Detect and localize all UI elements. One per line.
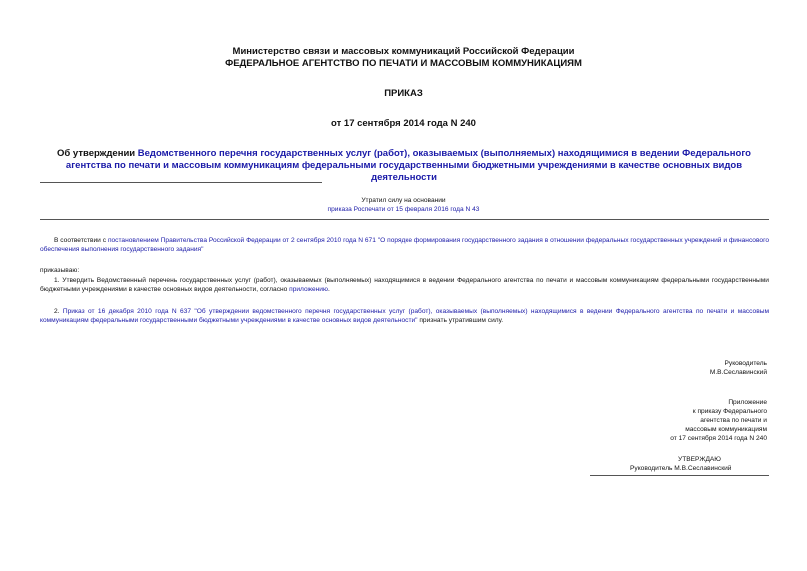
clause-2 [40,307,769,325]
status-note-link[interactable]: приказа Роспечати от 15 февраля 2016 года N 43 [327,206,480,213]
clause-2-prefix: 2. [54,308,63,315]
clause-2-end: признать утратившим силу. [417,317,504,324]
appendix-title: Приложение [728,399,767,406]
title-link[interactable]: Ведомственного перечня государственных услуг (работ), оказываемых (выполняемых) находящимися в ведении Федерального агентства по печати и массовым коммуникациям федеральными государственными бюджетными учреждениями в качестве основных видов деятельности [65,148,751,183]
agency-name: ФЕДЕРАЛЬНОЕ АГЕНТСТВО ПО ПЕЧАТИ И МАССОВЫМ КОММУНИКАЦИЯМ [225,58,582,69]
signature-line [590,475,769,476]
document-title [40,148,768,184]
approval-signer: Руководитель М.В.Сеславинский [630,465,732,472]
appendix-block [670,398,767,443]
title-prefix: Об утверждении [57,148,138,159]
document-type: ПРИКАЗ [384,88,423,99]
appendix-link[interactable]: приложению [289,286,328,293]
clause-1-text: 1. Утвердить Ведомственный перечень государственных услуг (работ), оказываемых (выполняемых) находящимися в ведении Федерального агентства по печати и массовым коммуникациям федеральными государственными бюджетными учреждениями в качестве основных видов деятельности, согласно [40,277,769,293]
clause-1 [40,276,769,294]
document-header [0,46,807,70]
appendix-line: к приказу Федерального [692,408,767,415]
approval-title: УТВЕРЖДАЮ [678,456,721,463]
appendix-line: агентства по печати и [700,417,767,424]
order-word: приказываю: [40,267,80,274]
government-decree-link[interactable]: постановлением Правительства Российской Федерации от 2 сентября 2010 года N 671 "О порядке формирования государственного задания в отношении федеральных государственных учреждений и финансового обеспечения выполнения государственного задания" [40,237,770,253]
status-note-text: Утратил силу на основании [361,197,446,204]
appendix-line: от 17 сентября 2014 года N 240 [670,435,767,442]
divider-full [40,219,769,220]
ministry-name: Министерство связи и массовых коммуникаций Российской Федерации [232,46,575,57]
document-date-number: от 17 сентября 2014 года N 240 [331,118,476,129]
status-note [0,196,807,214]
signature-name: М.В.Сеславинский [709,369,767,376]
signature-block [710,359,767,377]
preamble-paragraph [40,236,769,254]
divider-short [40,182,322,183]
signature-role: Руководитель [724,360,767,367]
repealed-order-link[interactable]: Приказ от 16 декабря 2010 года N 637 "Об утверждении ведомственного перечня государственных услуг (работ), оказываемых (выполняемых) находящимися в ведении Федерального агентства по печати и массовым коммуникациям федеральными государственными бюджетными учреждениями в качестве основных видов деятельности" [40,308,770,324]
clause-1-end: . [327,286,330,293]
approval-block [590,455,769,473]
preamble-prefix: В соответствии с [54,237,108,244]
appendix-line: массовым коммуникациям [685,426,767,433]
